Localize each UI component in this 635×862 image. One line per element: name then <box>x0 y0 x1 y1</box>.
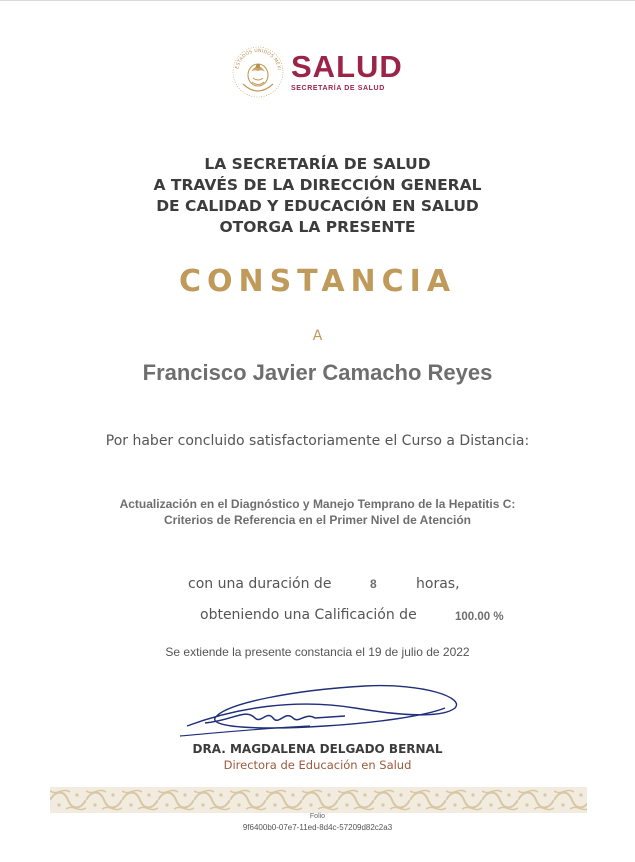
brand-logo <box>291 49 403 92</box>
signature-icon <box>175 678 465 748</box>
folio-label: Folio <box>309 813 326 820</box>
issuer-line: LA SECRETARÍA DE SALUD <box>204 155 431 173</box>
decorative-border-band <box>50 787 587 813</box>
top-border-line <box>0 0 635 1</box>
issuer-statement <box>0 154 635 238</box>
coat-of-arms-seal-icon <box>229 42 287 100</box>
signer-name: DRA. MAGDALENA DELGADO BERNAL <box>192 742 443 756</box>
course-title-line: Actualización en el Diagnóstico y Manejo Temprano de la Hepatitis C: <box>119 497 516 511</box>
svg-text:ESTADOS UNIDOS MEXICANOS: ESTADOS UNIDOS MEXI <box>235 48 281 71</box>
issuer-line: DE CALIDAD Y EDUCACIÓN EN SALUD <box>156 197 479 215</box>
brand-subtitle: SECRETARÍA DE SALUD <box>291 85 385 92</box>
grade-label: obteniendo una Calificación de <box>200 607 417 623</box>
issuer-line: A TRAVÉS DE LA DIRECCIÓN GENERAL <box>153 176 482 194</box>
grade-value: 100.00 % <box>455 611 504 623</box>
brand-name: SALUD <box>291 49 403 84</box>
course-title-line: Criterios de Referencia en el Primer Nivel de Atención <box>164 513 471 527</box>
completion-reason: Por haber concluido satisfactoriamente el Curso a Distancia: <box>105 433 530 449</box>
issue-date-statement: Se extiende la presente constancia el 19 de julio de 2022 <box>165 645 470 659</box>
signer-role: Directora de Educación en Salud <box>223 758 412 772</box>
folio-code: 9f6400b0-07e7-11ed-8d4c-57209d82c2a3 <box>242 823 393 832</box>
to-label: A <box>312 328 323 344</box>
certificate-title: CONSTANCIA <box>178 264 457 299</box>
duration-unit: horas, <box>416 576 460 592</box>
issuer-line: OTORGA LA PRESENTE <box>219 218 416 236</box>
duration-value: 8 <box>370 577 377 591</box>
recipient-name: Francisco Javier Camacho Reyes <box>142 360 493 385</box>
course-title <box>0 496 635 528</box>
duration-label: con una duración de <box>188 576 332 592</box>
